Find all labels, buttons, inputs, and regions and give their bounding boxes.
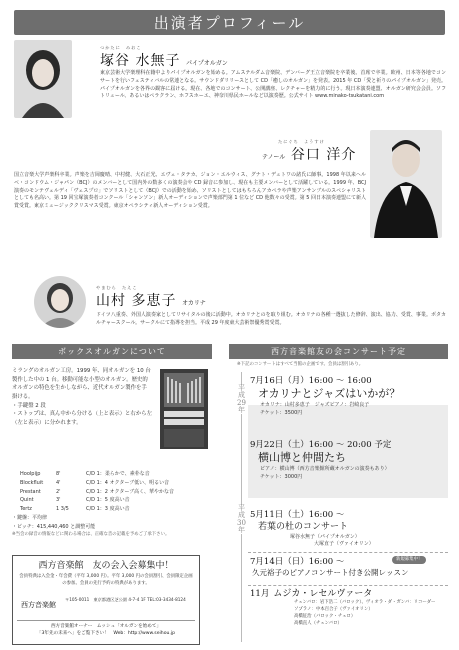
page-title-bar bbox=[14, 10, 445, 35]
box-organ-header: ボックスオルガンについて bbox=[12, 344, 212, 359]
membership-footer-line1: 西方音楽館オーナー ムッシュ「オルガンを始めて」 bbox=[50, 624, 162, 629]
performer-bio: 東京芸術大学楽理科在籍中よりパイプオルガンを始める。アムステルダム音楽院、デンバーグ王立音楽院を卒業後、首席で卒業。欧州、日本等各地でコンサートを行いフェスティバルの常連となる。サウンドダリリースとして CD「癒しのオルガン」を発表。2015 年 CD「愛と祈りのパイプオルガン」発売。パイプオルガンを各界の観客に届ける。現在、各地でのコンサート、公開講座、レクチャーを精力的に行う。現日本演奏連盟、オルガン研究会会員。ソフトリュール、あるいはペラクラン、ホフスホーエ、神奈川県民ホールなど以演奏歴。公式サイト www.minako-tsukatani.com bbox=[100, 70, 446, 100]
venue-logo: 西方音楽館 bbox=[21, 601, 56, 609]
stop-name: Tertz bbox=[20, 506, 32, 512]
concert-item bbox=[250, 510, 450, 549]
stop-desc: C/D 1：3 度高い音 bbox=[86, 506, 130, 512]
concert-detail: ソプラノ：中本百合子（ヴァイオリン） bbox=[294, 607, 373, 613]
box-organ-description bbox=[12, 367, 152, 427]
page-title: 出演者プロフィール bbox=[153, 14, 306, 32]
performer-instrument: テノール bbox=[262, 154, 286, 161]
box-organ-stops-note: ・ストップは、真ん中から分ける（上と表示）と右から左（左と表示）に分かれます。 bbox=[12, 411, 152, 426]
performer-name: 谷口 洋介 bbox=[290, 147, 357, 163]
performer-name-block bbox=[100, 45, 228, 71]
performer-bio: ドイツ八重奏、外国人演奏家としてリサイタルの後に活動中。オカリナとのを取り組む。オカリナの各種一選抜した修辞、演出、協力、受賞、事業。ボタカルチャースクール。サークルにて指導を担当。平成 29 年度東大芸術祭優秀賞受賞。 bbox=[96, 312, 446, 326]
stop-name: Quint bbox=[20, 497, 34, 504]
concert-detail: チケット：3500円 bbox=[260, 410, 303, 417]
stops-list bbox=[12, 470, 177, 539]
performer-instrument: オカリナ bbox=[182, 300, 206, 307]
stop-foot: 4' bbox=[56, 479, 61, 486]
year-label: 平成30年 bbox=[237, 504, 246, 535]
stop-name: Blockfluit bbox=[20, 479, 44, 486]
box-organ-footnote: ※当会の録音の情報などに関わる場合は、正確な音の記載を予めご了承下さい。 bbox=[12, 532, 170, 538]
stop-desc: C/D 1：4 オクターブ低い、明るい音 bbox=[86, 479, 170, 486]
concert-date: 7月16日（月）16:00 ～ 16:00 bbox=[250, 376, 372, 386]
concert-date: 7月14日（日）16:00 ～ bbox=[250, 557, 345, 567]
concert-heading-row bbox=[250, 588, 450, 600]
concert-detail: 大塚直子（ヴァイオリン） bbox=[314, 541, 374, 548]
stop-desc: C/D 1：2 オクターブ高く、華やかな音 bbox=[86, 488, 175, 495]
performer-name-block bbox=[262, 139, 357, 165]
performer-name-ruby: たにぐち ようすけ bbox=[278, 139, 325, 144]
membership-footer-line2: 「3年先の未来へ」をご覧下さい！ Web：http://www.seihou.jp bbox=[36, 630, 176, 636]
year-label: 平成29年 bbox=[237, 384, 246, 415]
concert-detail: チケット：3000円 bbox=[260, 474, 303, 481]
performer-bio: 国立音楽大学声楽科卒業。声楽を吉岡慶晴、中村健、大石正光、エヴェ・タテカ、ジョン・エルウィス、グナト・デュトワの諸氏に師事。1998 年以来ヘルベ・コンドウム・ジャパン（BCJ）のメンバーとして国内外の数多くの演奏会や CD 録音に参加し、現在も主要メンバーとして活躍している。1999 年、BCJ 演奏のモンテヴェルディ「ヴェスプロ」でソリストとして（BCJ）での活動を始め、ソリストとしてはもちろんアカペラや声楽アンサンブルのスペシャリストとしても名高い。第 19 回宝塚演奏者コンクール「シャンソン」新人オーディションで声楽部門第 1 位など CD 他数々の受賞。第 5 回日本演奏連盟にて新人賞受賞。東京ミュージッククリスマス受賞。東京オペラシティ新人オーディション受賞。 bbox=[14, 172, 366, 209]
membership-footer bbox=[17, 620, 195, 638]
concert-detail: オカリナ：山村多恵子 ジャズピアノ：岩崎良子 bbox=[260, 402, 370, 409]
box-organ-manual: ・手鍵盤 2 段 bbox=[12, 402, 46, 409]
divider bbox=[248, 585, 448, 586]
stop-name: Prestant bbox=[20, 488, 41, 495]
stop-foot: 1 3/5 bbox=[56, 506, 69, 512]
box-organ-illustration bbox=[158, 367, 210, 451]
concert-date: 11月 bbox=[250, 589, 270, 599]
concert-detail: 塚谷水無子（パイプオルガン） bbox=[290, 533, 360, 540]
divider bbox=[248, 552, 448, 553]
concert-title: ムジカ・レセルヴァータ bbox=[273, 589, 373, 599]
performer-name: 塚谷 水無子 bbox=[100, 53, 181, 69]
performer-name-ruby: やまむら たえこ bbox=[96, 285, 138, 290]
stop-foot: 3' bbox=[56, 497, 61, 504]
concert-detail: 高橋征治（バロック・チェロ） bbox=[294, 614, 356, 620]
performer-photo-taniguchi bbox=[370, 130, 442, 238]
box-organ-intro: ミラングのオルガン工房。1999 年、同オルガンを 10 台製作した中の 1 台。移動可能な小型のオルガン。歴史的オルガンの特色を生かしながら、近代オルガン製作を手掛ける。 bbox=[12, 368, 151, 400]
stop-row bbox=[12, 470, 177, 479]
performer-photo-yamamura bbox=[34, 276, 86, 328]
performer-photo-tsukatani bbox=[14, 40, 72, 118]
box-organ-image bbox=[158, 367, 210, 451]
concert-date: 9月22日（土）16:00 ～ 20:00 予定 bbox=[250, 440, 392, 450]
stop-desc: C/D 1：柔らかで、素朴な音 bbox=[86, 471, 150, 477]
box-organ-pedal: ・鍵盤：平均律 bbox=[12, 514, 48, 521]
concert-title: 若葉の杜のコンサート bbox=[258, 522, 349, 533]
concert-item bbox=[250, 588, 450, 628]
membership-heading: 西方音楽館 友の会入会募集中！ bbox=[38, 561, 174, 571]
concerts-intro: ※下記のコンサートはすべて当館の企画です。会員は割引あり。 bbox=[237, 362, 364, 367]
performer-name: 山村 多恵子 bbox=[96, 293, 177, 309]
concert-detail: 高橋直人（チェンバロ） bbox=[294, 620, 342, 626]
performer-instrument: パイプオルガン bbox=[186, 60, 228, 67]
concert-item bbox=[250, 376, 450, 418]
portrait-image bbox=[370, 130, 442, 238]
box-organ-pitch: ・ピッチ：415,440,460 と調整可能 bbox=[12, 523, 96, 530]
new-badge: 新規募集中！ bbox=[392, 556, 426, 564]
concert-item bbox=[250, 440, 450, 482]
performer-name-block bbox=[96, 285, 206, 311]
membership-text: 会員特典は入会金・年会費（平年 3,000 円）。平年 3,000 円の会員割引、会員限定企画の参加。会員の先行予約の特典があります。 bbox=[19, 574, 193, 586]
stop-desc: C/D 1：5 度高い音 bbox=[86, 497, 130, 504]
concert-date: 5月11日（土）16:00 ～ bbox=[250, 510, 345, 520]
venue-address: 〒105-0011 東京都港区芝公園 4-7-4 1F TEL:03-3434-8124 bbox=[65, 597, 186, 602]
stop-row bbox=[12, 488, 177, 497]
portrait-image bbox=[14, 40, 72, 118]
stop-row bbox=[12, 496, 177, 505]
performer-name-ruby: つかたに みおこ bbox=[100, 45, 142, 50]
concert-detail: チェンバロ：岩下浩二（バロック）、ヴィオラ・ダ・ガンバ：リコーダー bbox=[294, 600, 436, 606]
stop-row bbox=[12, 505, 177, 514]
concert-item bbox=[250, 557, 450, 579]
concert-title: 横山博と仲間たち bbox=[258, 451, 346, 465]
stop-foot: 2' bbox=[56, 488, 61, 495]
stop-row bbox=[12, 479, 177, 488]
stop-name: Hoolpijp bbox=[20, 471, 41, 477]
concert-title: 久元裕子のピアノコンサート付き公開レッスン bbox=[252, 568, 409, 578]
concert-title: オカリナとジャズはいかが？ bbox=[258, 387, 401, 401]
concert-detail: ピアノ：横山博（西方音楽館所蔵オルガンの演奏もあり） bbox=[260, 466, 390, 473]
portrait-image bbox=[34, 276, 86, 328]
stop-foot: 8' bbox=[56, 471, 61, 477]
concerts-header: 西方音楽館友の会コンサート予定 bbox=[229, 344, 448, 359]
membership-box bbox=[12, 555, 200, 645]
